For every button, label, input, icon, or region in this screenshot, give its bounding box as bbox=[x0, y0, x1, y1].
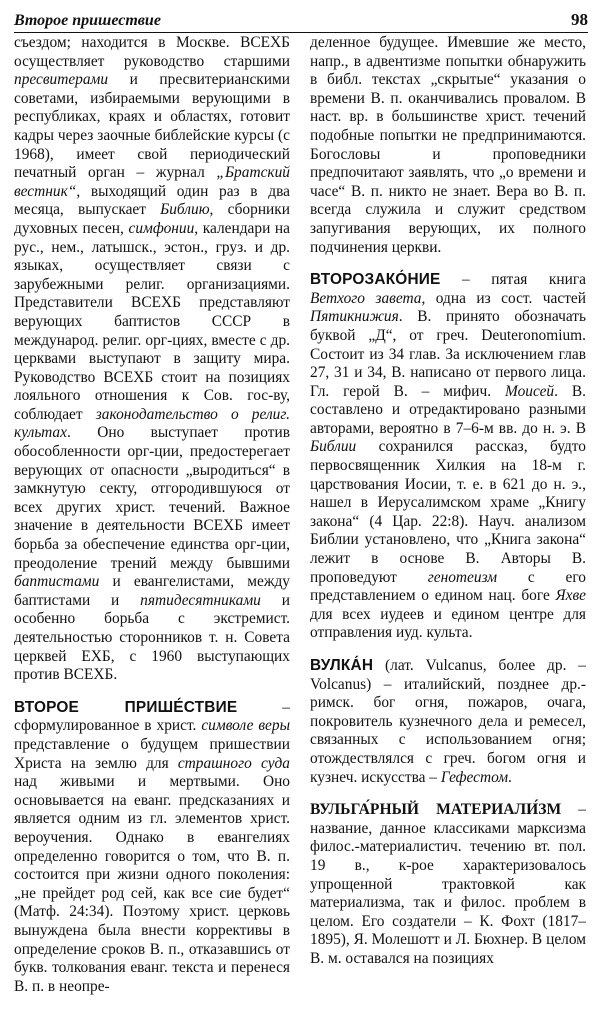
entry-vulkan: ВУЛКА́Н (лат. Vulcanus, более др. – Volcanus) – италийский, позднее др.-римск. бог огня, пожаров, очага, покровитель кузнечного дела и ремесел, связанных с использованием огня; отождествлялся с греч. богом огня и кузнеч. искусства – Гефестом. bbox=[310, 657, 586, 786]
left-column bbox=[14, 34, 290, 1014]
headword-vtorozakonie: ВТОРОЗАКО́НИЕ bbox=[310, 271, 441, 289]
vtoroe-prishestvie-continuation: деленное будущее. Имевшие же место, напр., в адвентизме попытки обнаружить в библ. текстах „скрытые“ указания о времени В. п. оканчивались провалом. В наст. вр. в большинстве христ. течений подобные попытки не предпринимаются. Богословы и проповедники предпочитают заявлять, что „о времени и часе“ В. п. никто не знает. Вера во В. п. всегда служила и служит средством запугивания верующих, их полного подчинения церкви. bbox=[310, 34, 586, 256]
entry-vtorozakonie: ВТОРОЗАКО́НИЕ – пятая книга Ветхого завета, одна из сост. частей Пятикнижия. В. принято обозначать буквой „Д“, от греч. Deuteronomium. Состоит из 34 глав. За исключением глав 27, 31 и 34, В. написано от первого лица. Гл. герой В. – мифич. Моисей. В. составлено и отредактировано разными авторами, вероятно в 7–6-м вв. до н. э. В Библии сохранился рассказ, будто первосвященник Хилкия на 18-м г. царствования Иосии, т. е. в 621 до н. э., нашел в Иерусалимском храме „Книгу закона“ (4 Цар. 22:8). Науч. анализом Библии установлено, что „Книга закона“ лежит в основе В. Авторы В. проповедуют генотеизм с его представлением о едином нац. боге Яхве для всех иудеев и едином центре для отправления иуд. культа. bbox=[310, 271, 586, 642]
headword-vulgarny-materializm: ВУЛЬГА́РНЫЙ МАТЕРИАЛИ́ЗМ bbox=[310, 801, 562, 819]
entry-vulgarny-materializm: ВУЛЬГА́РНЫЙ МАТЕРИАЛИ́ЗМ – название, данное классиками марксизма филос.-материалистич. течению вт. пол. 19 в., к-рое характеризовалось упрощенной трактовкой как материализма, так и филос. проблем в целом. Его создатели – К. Фохт (1817–1895), Я. Молешотт и Л. Бюхнер. В целом В. м. оставался на позициях bbox=[310, 801, 586, 967]
entry-vtoroe-prishestvie: ВТОРОЕ ПРИШЕ́СТВИЕ – сформулированное в христ. символе веры представление о будущем пришествии Христа на землю для страшного суда над живыми и мертвыми. Оно основывается на еванг. предсказаниях и является одним из гл. элементов христ. вероучения. Однако в евангелиях определенно говорится о том, что В. п. состоится при жизни одного поколения: „не прейдет род сей, как все сие будет“ (Матф. 24:34). Поэтому христ. церковь вынуждена была внести коррективы в определение сроков В. п., отказавшись от букв. толкования еванг. текста и перенеся В. п. в неопре- bbox=[14, 698, 290, 995]
right-column bbox=[310, 34, 586, 1014]
vsehb-continuation-paragraph: съездом; находится в Москве. ВСЕХБ осуществляет руководство старшими пресвитерами и пресвитерианскими советами, избираемыми верующими в республиках, краях и областях, готовит кадры через заочные библейские курсы (с 1968), имеет свой периодический печатный орган – журнал „Братский вестник“, выходящий один раз в два месяца, выпускает Библию, сборники духовных песен, симфонии, календари на рус., нем., латышск., эстон., груз. и др. языках, осуществляет связи с зарубежными религ. организациями. Представители ВСЕХБ представляют верующих баптистов СССР в международ. религ. орг-циях, вместе с др. церквами выступают в защиту мира. Руководство ВСЕХБ стоит на позициях лояльного отношения к Сов. гос-ву, соблюдает законодательство о религ. культах. Оно выступает против обособленности орг-ции, предостерегает верующих от опасности „выродиться“ в замкнутую секту, отгородившуюся от всех других христ. течений. Важное значение в деятельности ВСЕХБ имеет борьба за обеспечение единства орг-ции, преодоление трений между бывшими баптистами и евангелистами, между баптистами и пятидесятниками и особенно борьба с экстремист. деятельностью сторонников т. н. Совета церквей ЕХБ, с 1960 выступающих против ВСЕХБ. bbox=[14, 34, 290, 684]
running-title: Второе пришествие bbox=[14, 12, 161, 29]
page-header bbox=[14, 6, 588, 33]
headword-vulkan: ВУЛКА́Н bbox=[310, 657, 374, 674]
page-number: 98 bbox=[571, 10, 588, 29]
headword-vtoroe-prishestvie: ВТОРОЕ ПРИШЕ́СТВИЕ bbox=[14, 698, 238, 716]
